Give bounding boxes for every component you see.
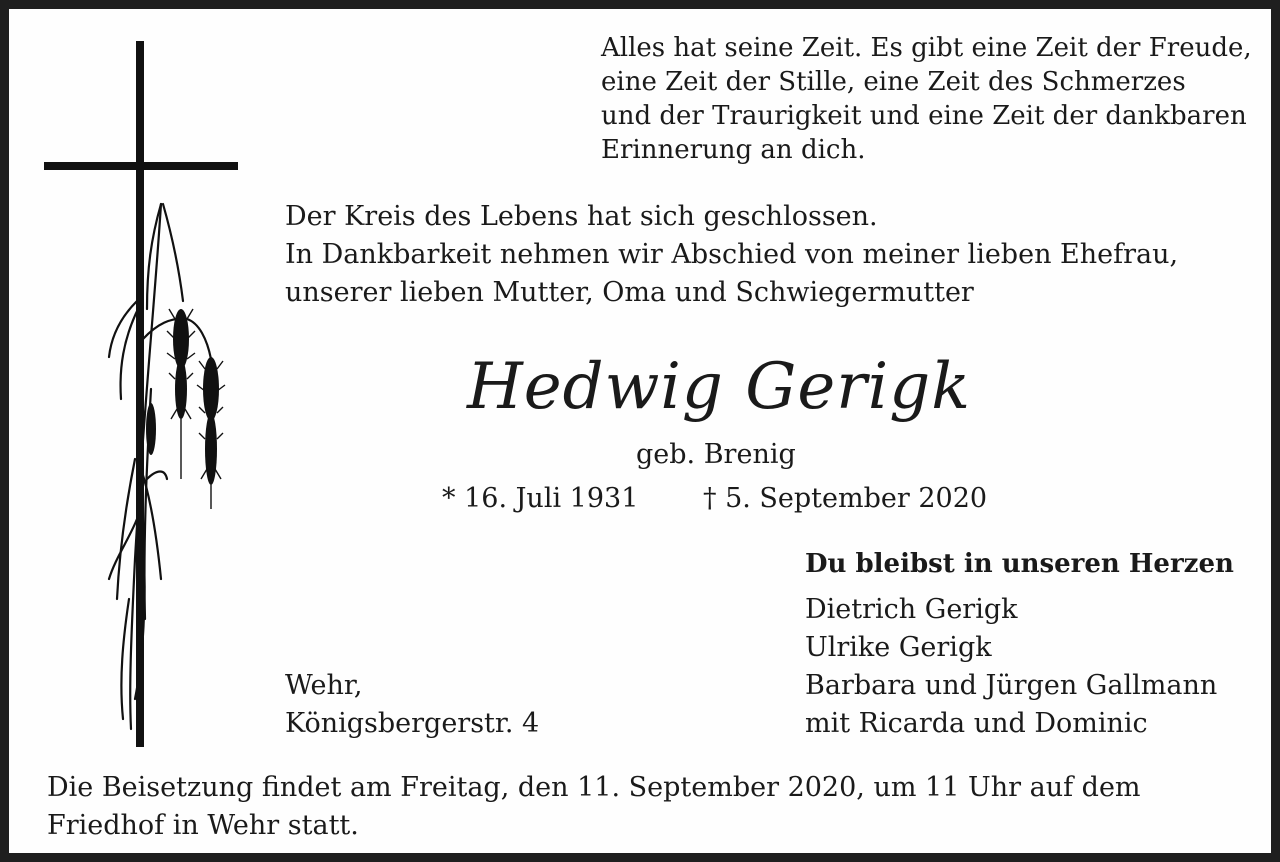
wheat-ears-icon — [109, 204, 211, 729]
address-line: Königsbergerstr. 4 — [285, 708, 540, 739]
intro-line: unserer lieben Mutter, Oma und Schwiegermutter — [285, 277, 974, 308]
quote-text — [601, 31, 1252, 167]
quote-line: und der Traurigkeit und eine Zeit der dankbaren — [601, 101, 1247, 131]
intro-line: Der Kreis des Lebens hat sich geschlossen. — [285, 201, 878, 232]
mourner-name: Ulrike Gerigk — [805, 632, 992, 663]
funeral-info — [47, 769, 1141, 845]
birth-date: * 16. Juli 1931 — [442, 483, 639, 514]
maiden-name: geb. Brenig — [636, 439, 796, 470]
intro-line: In Dankbarkeit nehmen wir Abschied von meiner lieben Ehefrau, — [285, 239, 1179, 270]
quote-line: Alles hat seine Zeit. Es gibt eine Zeit der Freude, — [601, 33, 1252, 63]
quote-line: eine Zeit der Stille, eine Zeit des Schmerzes — [601, 67, 1186, 97]
quote-line: Erinnerung an dich. — [601, 135, 866, 165]
mourners-motto: Du bleibst in unseren Herzen — [805, 549, 1234, 579]
address — [285, 667, 539, 743]
deceased-name: Hedwig Gerigk — [466, 350, 972, 424]
funeral-line: Friedhof in Wehr statt. — [47, 810, 359, 841]
intro-text — [285, 198, 1178, 312]
mourner-name: Barbara und Jürgen Gallmann — [805, 670, 1218, 701]
mourner-name: Dietrich Gerigk — [805, 594, 1018, 625]
mourners-list — [805, 591, 1217, 743]
mourner-name: mit Ricarda und Dominic — [805, 708, 1148, 739]
death-date: † 5. September 2020 — [703, 483, 988, 514]
address-line: Wehr, — [285, 670, 363, 701]
funeral-line: Die Beisetzung findet am Freitag, den 11. September 2020, um 11 Uhr auf dem — [47, 772, 1141, 803]
